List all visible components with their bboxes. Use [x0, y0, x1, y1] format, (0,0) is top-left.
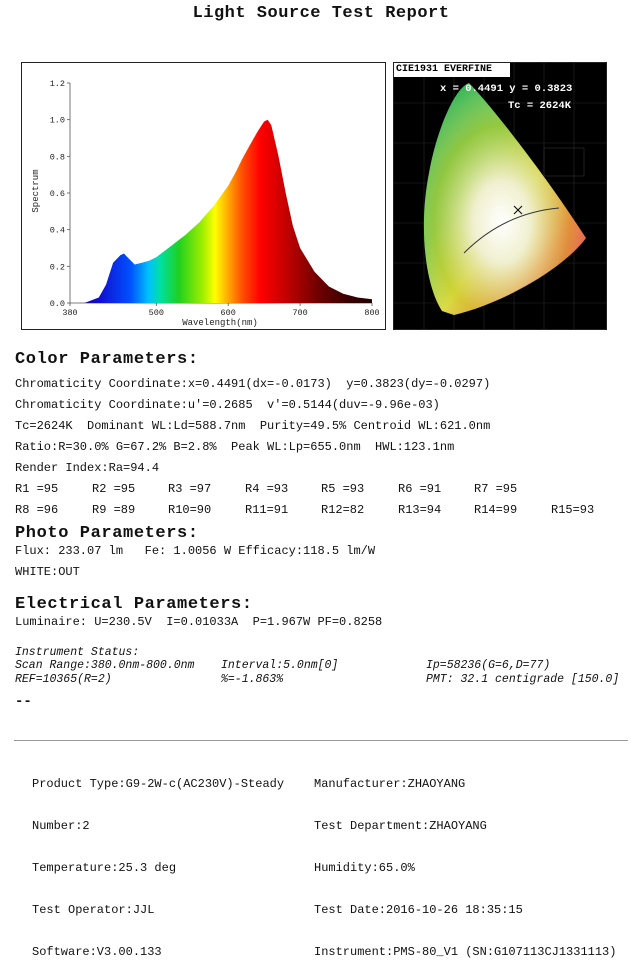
test-department: Test Department:ZHAOYANG: [314, 819, 487, 833]
spectrum-chart-frame: [21, 62, 386, 330]
r-value: R13=94: [398, 503, 442, 517]
y-tick-label: 1.0: [49, 115, 65, 126]
y-tick-label: 0.6: [49, 189, 65, 199]
r-value: R4 =93: [245, 482, 289, 496]
color-parameters-heading: Color Parameters:: [15, 350, 199, 369]
x-axis-label: Wavelength(nm): [182, 318, 258, 328]
flux-line: Flux: 233.07 lm Fe: 1.0056 W Efficacy:118.5 lm/W: [15, 544, 376, 558]
render-index-line: Render Index:Ra=94.4: [15, 461, 160, 475]
cie-xy-readout: x = 0.4491 y = 0.3823: [440, 83, 573, 95]
r-value: R10=90: [168, 503, 212, 517]
cie-legend-box: [544, 148, 584, 176]
ref-value: REF=10365(R=2): [15, 673, 112, 686]
instrument-status-label: Instrument Status:: [15, 646, 140, 659]
luminaire-line: Luminaire: U=230.5V I=0.01033A P=1.967W PF=0.8258: [15, 615, 383, 629]
r-value: R6 =91: [398, 482, 442, 496]
tc-line: Tc=2624K Dominant WL:Ld=588.7nm Purity=49.5% Centroid WL:621.0nm: [15, 419, 491, 433]
cie-diagram: [393, 62, 607, 330]
r-value: R15=93: [551, 503, 595, 517]
x-tick-label: 500: [148, 308, 164, 318]
y-tick-label: 1.2: [49, 79, 65, 89]
ratio-line: Ratio:R=30.0% G=67.2% B=2.8% Peak WL:Lp=655.0nm HWL:123.1nm: [15, 440, 455, 454]
footer-left: [32, 749, 284, 973]
spectrum-area: [70, 120, 372, 303]
r-value: R3 =97: [168, 482, 212, 496]
y-axis-label: Spectrum: [31, 169, 41, 213]
cie-tc-readout: Tc = 2624K: [508, 100, 572, 112]
cie-label: CIE1931 EVERFINE: [396, 64, 493, 75]
product-type: Product Type:G9-2W-c(AC230V)-Steady: [32, 777, 285, 791]
pmt-value: PMT: 32.1 centigrade [150.0]: [426, 673, 620, 686]
r-value: R5 =93: [321, 482, 365, 496]
r-value: R7 =95: [474, 482, 518, 496]
spectrum-chart: [22, 63, 385, 329]
percent-value: %=-1.863%: [221, 673, 284, 686]
test-operator: Test Operator:JJL: [32, 903, 155, 917]
test-date: Test Date:2016-10-26 18:35:15: [314, 903, 523, 917]
software: Software:V3.00.133: [32, 945, 162, 959]
y-tick-label: 0.4: [49, 225, 65, 236]
manufacturer: Manufacturer:ZHAOYANG: [314, 777, 466, 791]
y-tick-label: 0.8: [49, 152, 65, 163]
chromaticity-uv-line: Chromaticity Coordinate:u'=0.2685 v'=0.5144(duv=-9.96e-03): [15, 398, 440, 412]
x-ticks: [62, 303, 379, 318]
x-tick-label: 800: [364, 308, 380, 318]
white-out-line: WHITE:OUT: [15, 565, 80, 579]
r-value: R2 =95: [92, 482, 136, 496]
x-tick-label: 380: [62, 308, 78, 318]
x-tick-label: 700: [292, 308, 308, 318]
r-value: R1 =95: [15, 482, 59, 496]
photo-parameters-heading: Photo Parameters:: [15, 524, 199, 543]
footer-separator: [14, 740, 628, 741]
cie-white-region: [424, 83, 586, 315]
r-value: R9 =89: [92, 503, 136, 517]
y-ticks: [50, 79, 70, 309]
dashes: --: [15, 694, 32, 710]
r-value: R14=99: [474, 503, 518, 517]
y-tick-label: 0.2: [49, 262, 65, 273]
report-title: Light Source Test Report: [192, 4, 450, 23]
temperature: Temperature:25.3 deg: [32, 861, 177, 875]
r-value: R11=91: [245, 503, 289, 517]
scan-range: Scan Range:380.0nm-800.0nm: [15, 659, 195, 672]
chromaticity-xy-line: Chromaticity Coordinate:x=0.4491(dx=-0.0173) y=0.3823(dy=-0.0297): [15, 377, 491, 391]
r-value: R8 =96: [15, 503, 59, 517]
number: Number:2: [32, 819, 90, 833]
y-tick-label: 0.0: [49, 299, 65, 309]
instrument: Instrument:PMS-80_V1 (SN:G107113CJ1331113): [314, 945, 617, 959]
ip-value: Ip=58236(G=6,D=77): [426, 659, 551, 672]
x-tick-label: 600: [220, 308, 236, 318]
r-value: R12=82: [321, 503, 365, 517]
interval: Interval:5.0nm[0]: [221, 659, 339, 672]
footer-right: [314, 749, 616, 973]
electrical-parameters-heading: Electrical Parameters:: [15, 595, 253, 614]
humidity: Humidity:65.0%: [314, 861, 415, 875]
